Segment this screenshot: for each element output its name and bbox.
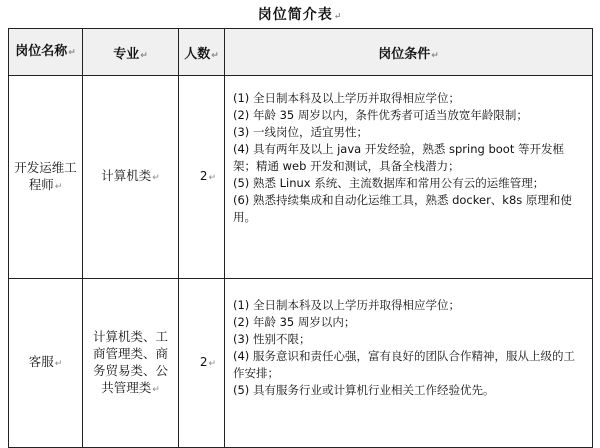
requirement-line: (4) 服务意识和责任心强，富有良好的团队合作精神，服从上级的工作安排； [233,349,575,380]
table-row [9,76,593,279]
table-row [9,279,593,448]
cell-count: 2↵ [179,76,225,279]
cell-requirements [225,279,593,448]
requirement-line: (3) 一线岗位，适宜男性； [233,125,368,139]
page-title: 岗位简介表↵ [257,7,343,23]
table-header-row [9,29,593,76]
requirement-line: (5) 具有服务行业或计算机行业相关工作经验优先。 [233,383,495,397]
requirement-line: (2) 年龄 35 周岁以内； [233,315,356,329]
requirement-line: (1) 全日制本科及以上学历并取得相应学位； [233,298,460,312]
requirement-line: (2) 年龄 35 周岁以内，条件优秀者可适当放宽年龄限制； [233,108,528,122]
position-table [8,28,593,448]
requirement-line: (1) 全日制本科及以上学历并取得相应学位； [233,91,460,105]
cell-count: 2↵ [179,279,225,448]
header-position: 岗位名称↵ [9,29,83,76]
requirement-line: (4) 具有两年及以上 java 开发经验，熟悉 spring boot 等开发框架；精通 web 开发和测试，具备全栈潜力； [233,142,564,173]
cell-requirements [225,76,593,279]
cell-major: 计算机类、工商管理类、商务贸易类、公共管理类↵ [83,279,179,448]
requirement-line: (5) 熟悉 Linux 系统、主流数据库和常用公有云的运维管理； [233,176,545,190]
header-count: 人数↵ [179,29,225,76]
requirement-line: (6) 熟悉持续集成和自动化运维工具，熟悉 docker、k8s 原理和使用。 [233,193,572,224]
requirement-line: (3) 性别不限； [233,332,311,346]
header-major: 专业↵ [83,29,179,76]
cell-position: 客服↵ [9,279,83,448]
cell-major: 计算机类↵ [83,76,179,279]
header-requirements: 岗位条件↵ [225,29,593,76]
cell-position: 开发运维工程师↵ [9,76,83,279]
